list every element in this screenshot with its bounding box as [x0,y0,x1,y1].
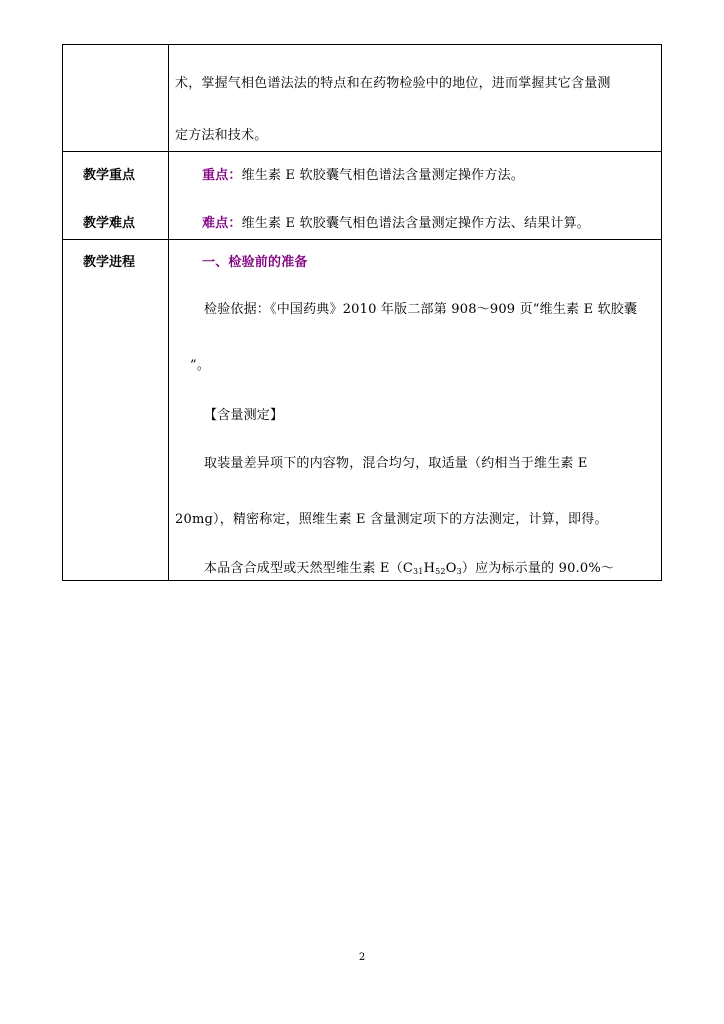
basis-line-2: ”。 [190,358,211,373]
key-points-body: 维生素 E 软胶囊气相色谱法含量测定操作方法。 [241,168,524,183]
page-number: 2 [358,952,366,963]
spec-line [204,557,614,576]
key-points-prefix: 重点： [202,168,242,183]
method-line-1: 取装量差异项下的内容物，混合均匀，取适量（约相当于维生素 E [204,456,588,471]
column-divider [168,45,169,580]
label-progress: 教学进程 [83,255,136,270]
spec-suffix: ）应为标示量的 90.0%～ [461,561,615,576]
spec-o: O [445,561,457,576]
assay-title: 【含量测定】 [204,408,284,423]
section-heading: 一、检验前的准备 [202,255,308,270]
method-line-2: 20mg），精密称定，照维生素 E 含量测定项下的方法测定，计算，即得。 [175,512,608,527]
row-divider [63,239,661,240]
key-points-text [202,164,524,183]
basis-line-1: 检验依据：《中国药典》2010 年版二部第 908～909 页“维生素 E 软胶囊 [204,302,638,317]
difficulties-body: 维生素 E 软胶囊气相色谱法含量测定操作方法、结果计算。 [241,216,590,231]
objective-line-2: 定方法和技术。 [175,128,268,143]
difficulties-text [202,212,590,231]
label-key-points: 教学重点 [83,168,136,183]
label-difficulties: 教学难点 [83,216,136,231]
objective-line-1: 术，掌握气相色谱法法的特点和在药物检验中的地位，进而掌握其它含量测 [175,76,611,91]
spec-h: H [423,561,436,576]
spec-prefix: 本品含合成型或天然型维生素 E（C [204,561,413,576]
difficulties-prefix: 难点： [202,216,242,231]
spec-sub-h: 52 [435,567,446,576]
lesson-table [62,44,662,581]
spec-sub-c: 31 [412,567,424,576]
row-divider [63,151,661,152]
spec-sub-o: 3 [456,567,462,576]
